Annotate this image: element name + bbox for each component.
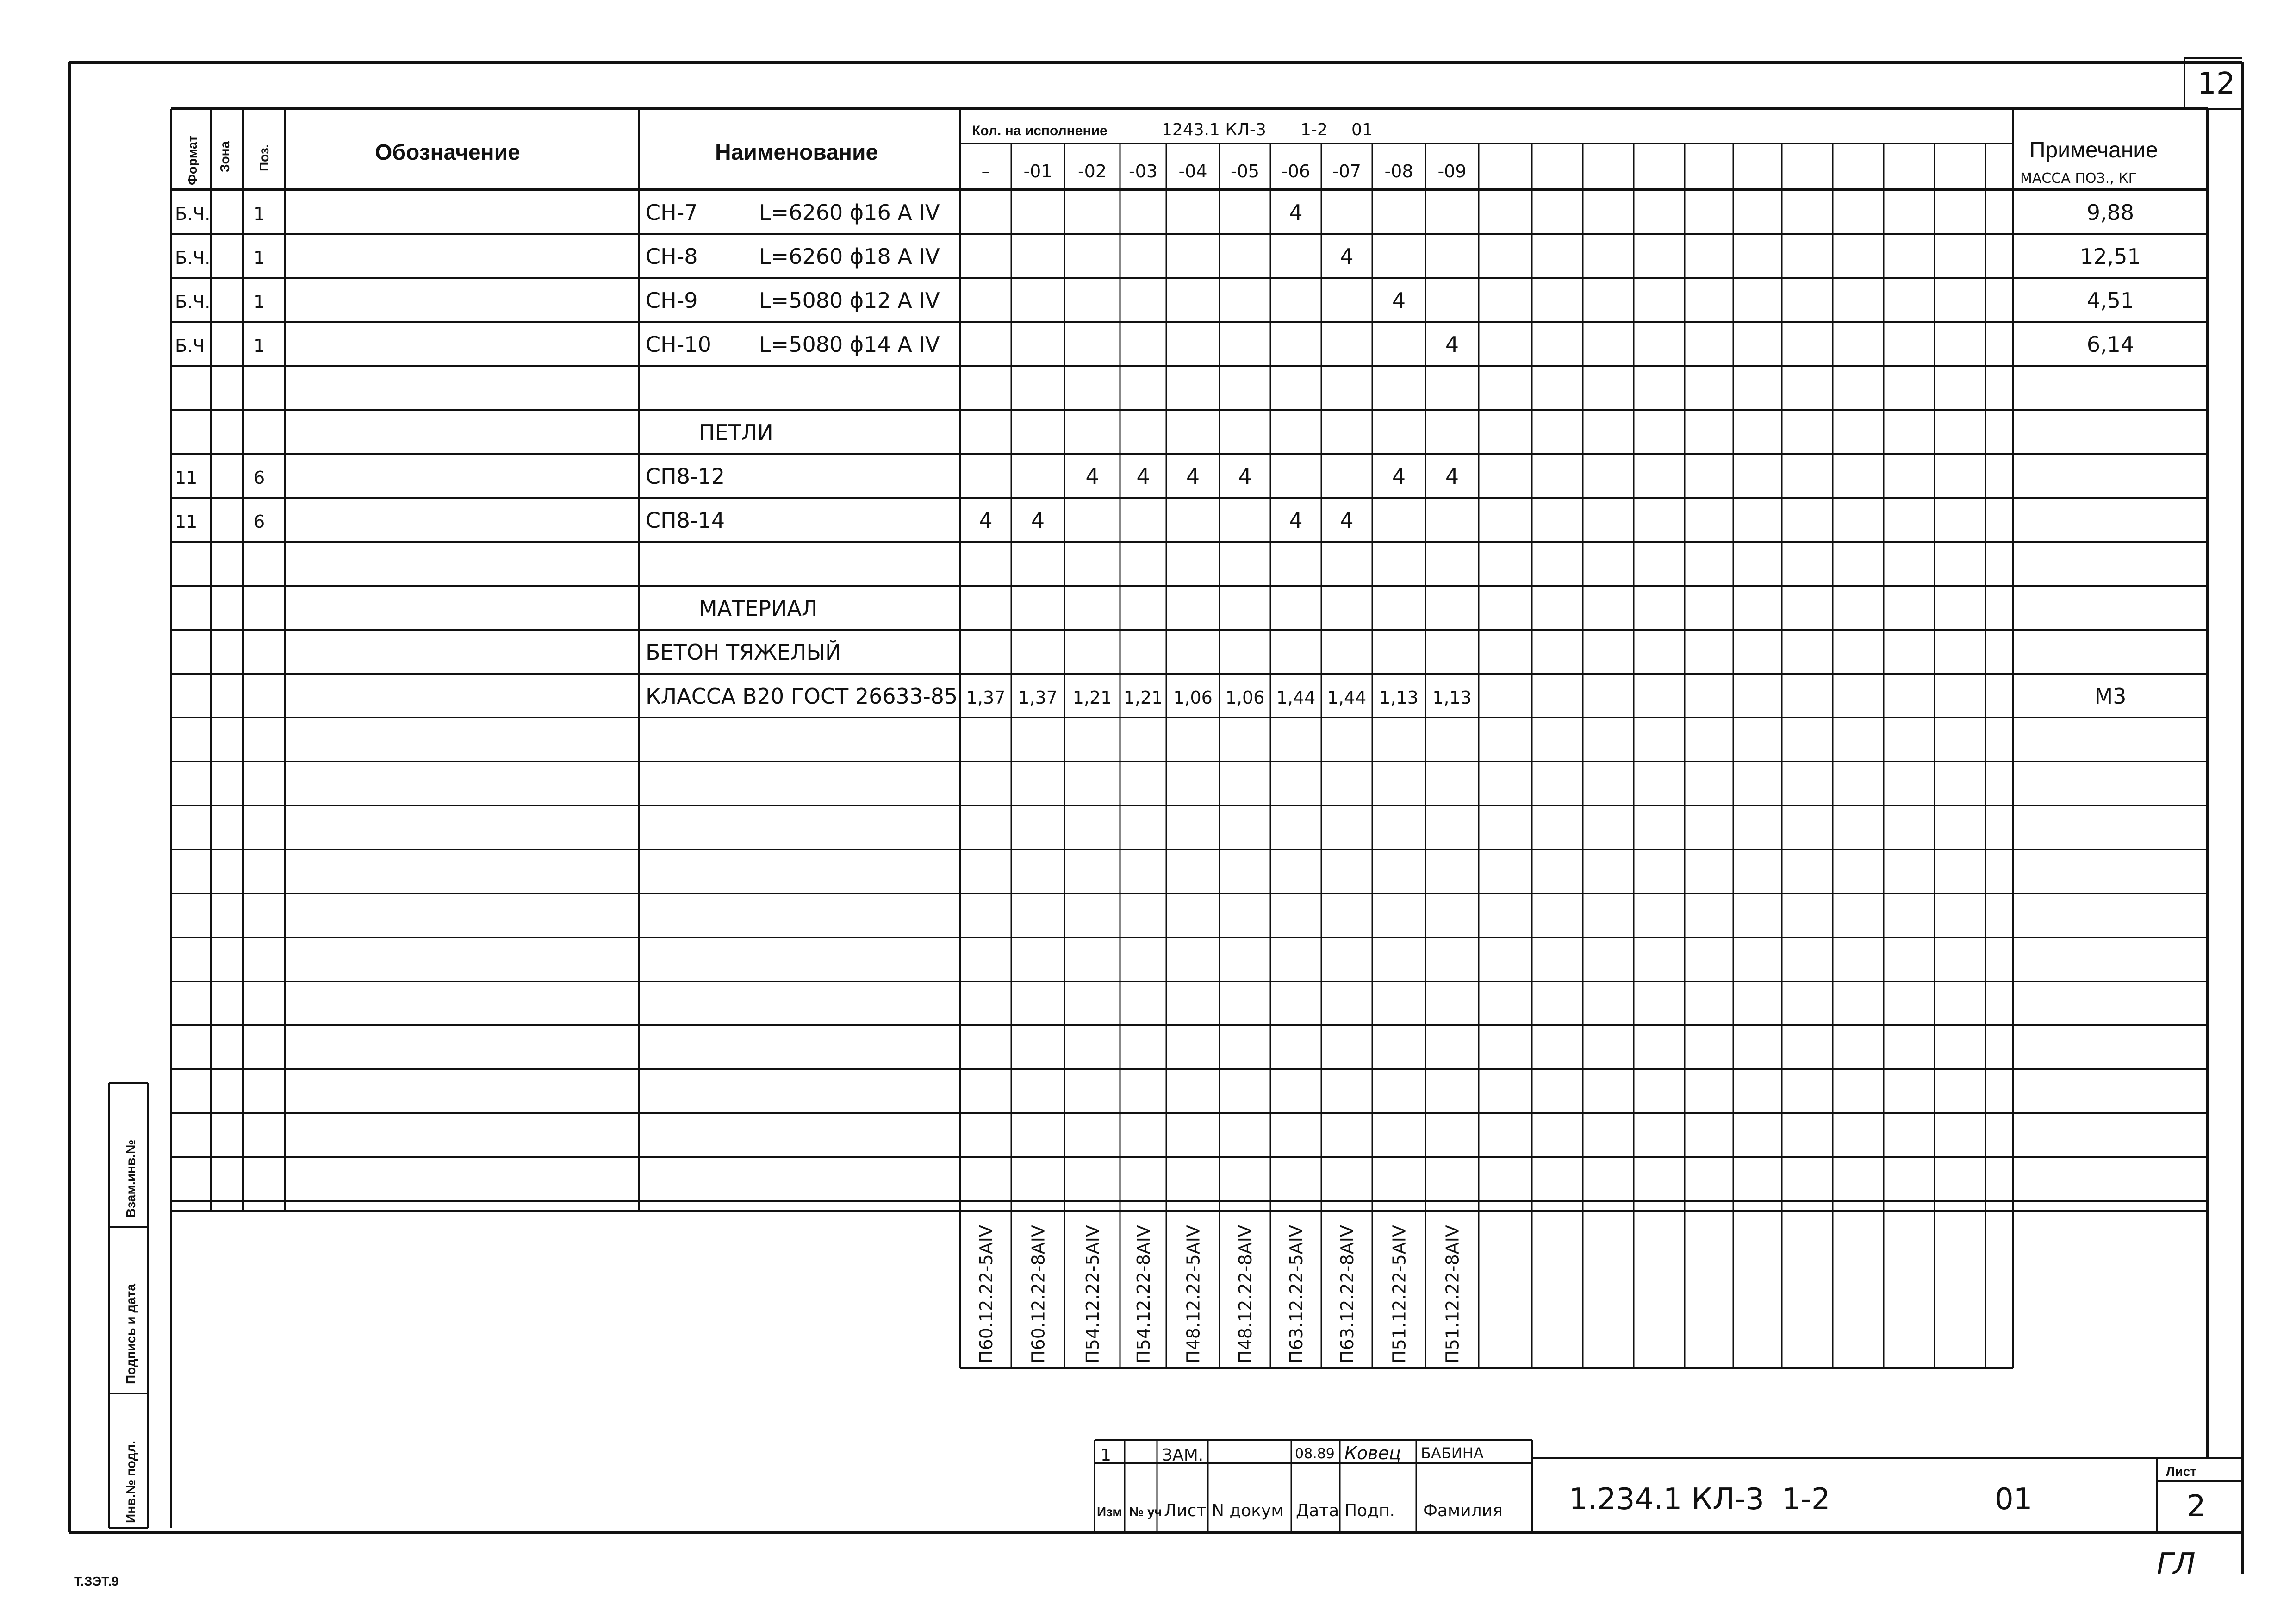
variant-header: -01	[1023, 161, 1052, 181]
label-name: Фамилия	[1423, 1501, 1503, 1520]
label-list: Лист	[1164, 1501, 1207, 1520]
header-note-sub: МАССА ПОЗ., КГ	[2020, 170, 2137, 187]
table-row	[646, 684, 2126, 709]
header-qty-doc2: 1-2	[1300, 120, 1328, 139]
table-row	[175, 244, 2141, 269]
row-note: 9,88	[2086, 200, 2134, 225]
table-row	[175, 332, 2134, 357]
row-qty: 1,37	[1018, 687, 1058, 708]
variant-header: –	[981, 161, 990, 181]
header-pos: Поз.	[257, 144, 271, 171]
rev-name: БАБИНА	[1421, 1444, 1484, 1462]
row-name: СН-9	[646, 288, 698, 313]
header-name: Наименование	[715, 140, 878, 165]
header-note: Примечание	[2029, 138, 2158, 162]
table-row	[175, 464, 1459, 489]
sheet-number: 2	[2187, 1489, 2206, 1524]
row-qty: 4	[1289, 508, 1303, 533]
row-name: БЕТОН ТЯЖЕЛЫЙ	[646, 640, 841, 665]
header-qty-doc3: 01	[1351, 120, 1373, 139]
row-name: СП8-12	[646, 464, 725, 489]
row-format: Б.Ч.	[175, 248, 211, 268]
row-qty: 1,13	[1432, 687, 1472, 708]
table-row	[175, 508, 1354, 533]
variant-header: -02	[1077, 161, 1107, 181]
variant-product-label: П51.12.22-5АIV	[1389, 1225, 1410, 1363]
row-position: 1	[254, 336, 265, 356]
row-qty: 4	[1340, 244, 1354, 269]
rev-change: 1	[1101, 1446, 1111, 1465]
header-qty-caption: Кол. на исполнение	[972, 123, 1108, 138]
table-row	[699, 420, 773, 445]
label-ndoc: N докум	[1212, 1501, 1284, 1520]
row-format: Б.Ч	[175, 336, 205, 356]
row-qty: 4	[1445, 332, 1459, 357]
row-name: СН-10	[646, 332, 711, 357]
header-format: Формат	[185, 135, 199, 185]
row-spec: L=5080 ϕ12 A IV	[759, 288, 940, 313]
variant-product-label: П54.12.22-8АIV	[1133, 1225, 1154, 1363]
variant-header: -06	[1281, 161, 1311, 181]
row-position: 1	[254, 204, 265, 224]
row-qty: 4	[979, 508, 993, 533]
variant-header: -09	[1437, 161, 1467, 181]
row-qty: 1,21	[1123, 687, 1163, 708]
row-format: Б.Ч.	[175, 204, 211, 224]
row-qty: 1,44	[1276, 687, 1316, 708]
doc-code: 1.234.1 КЛ-3	[1569, 1482, 1764, 1517]
variant-product-label: П60.12.22-8АIV	[1028, 1225, 1049, 1363]
doc-variant: 01	[1995, 1482, 2033, 1517]
row-qty: 1,06	[1225, 687, 1265, 708]
doc-part: 1-2	[1782, 1482, 1830, 1517]
row-qty: 4	[1085, 464, 1099, 489]
rev-sign: Ковец	[1344, 1443, 1401, 1463]
row-position: 6	[254, 512, 265, 532]
row-qty: 4	[1445, 464, 1459, 489]
variant-header: -07	[1332, 161, 1362, 181]
variant-product-label: П51.12.22-8АIV	[1442, 1225, 1463, 1363]
variant-header: -05	[1230, 161, 1260, 181]
variant-product-label: П48.12.22-5АIV	[1183, 1225, 1204, 1363]
title-block	[1095, 1440, 2242, 1532]
table-row	[699, 596, 818, 621]
row-format: 11	[175, 468, 198, 488]
variant-product-label: П60.12.22-5АIV	[976, 1225, 996, 1363]
table-header	[185, 120, 2158, 187]
stamp-vzam: Взам.инв.№	[124, 1139, 138, 1218]
row-spec: L=5080 ϕ14 A IV	[759, 332, 940, 357]
row-name: СН-8	[646, 244, 698, 269]
row-name: СН-7	[646, 200, 698, 225]
row-qty: 1,21	[1072, 687, 1112, 708]
table-row	[175, 288, 2134, 313]
corner-mark: ГЛ	[2157, 1547, 2196, 1581]
row-qty: 4	[1031, 508, 1045, 533]
row-qty: 4	[1186, 464, 1200, 489]
row-qty: 4	[1289, 200, 1303, 225]
header-qty-doc: 1243.1 КЛ-3	[1162, 120, 1266, 139]
row-note: 4,51	[2086, 288, 2134, 313]
row-qty: 1,13	[1379, 687, 1419, 708]
sheet-frame	[69, 58, 2242, 1574]
row-qty: 4	[1392, 288, 1406, 313]
variant-product-label: П54.12.22-5АIV	[1083, 1225, 1103, 1363]
table-row	[646, 640, 841, 665]
stamp-sign-date: Подпись и дата	[124, 1284, 138, 1384]
row-format: Б.Ч.	[175, 292, 211, 312]
row-position: 1	[254, 292, 265, 312]
row-position: 6	[254, 468, 265, 488]
header-zone: Зона	[218, 141, 232, 172]
rev-zam: ЗАМ.	[1162, 1446, 1204, 1465]
label-sign: Подп.	[1344, 1501, 1395, 1520]
row-qty: 1,06	[1173, 687, 1213, 708]
variant-headers	[982, 161, 1467, 181]
row-spec: L=6260 ϕ18 A IV	[759, 244, 940, 269]
stamp-inv-sub: Инв.№ подл.	[124, 1440, 138, 1523]
row-name: ПЕТЛИ	[699, 420, 773, 445]
row-qty: 4	[1238, 464, 1252, 489]
side-stamp	[109, 1083, 148, 1528]
row-name: МАТЕРИАЛ	[699, 596, 818, 621]
variant-header: -04	[1178, 161, 1207, 181]
row-note: М3	[2094, 684, 2127, 709]
label-nuch: № уч	[1129, 1505, 1162, 1519]
rev-date: 08.89	[1295, 1446, 1335, 1462]
row-qty: 1,44	[1327, 687, 1367, 708]
variant-product-label: П48.12.22-8АIV	[1235, 1225, 1256, 1363]
label-izm: Изм	[1097, 1505, 1122, 1519]
label-date: Дата	[1296, 1501, 1339, 1520]
table-row	[175, 200, 2134, 225]
row-qty: 4	[1340, 508, 1354, 533]
row-position: 1	[254, 248, 265, 268]
bottom-stamp: Т.ЗЭТ.9	[74, 1574, 119, 1588]
row-spec: L=6260 ϕ16 A IV	[759, 200, 940, 225]
variant-product-label: П63.12.22-5АIV	[1286, 1225, 1307, 1363]
variant-header: -08	[1384, 161, 1413, 181]
row-qty: 4	[1136, 464, 1150, 489]
row-name: КЛАССА В20 ГОСТ 26633-85	[646, 684, 958, 709]
header-designation: Обозначение	[375, 140, 520, 165]
variant-header: -03	[1128, 161, 1158, 181]
row-qty: 4	[1392, 464, 1406, 489]
row-format: 11	[175, 512, 198, 532]
row-note: 12,51	[2080, 244, 2141, 269]
row-name: СП8-14	[646, 508, 725, 533]
row-qty: 1,37	[966, 687, 1006, 708]
row-note: 6,14	[2086, 332, 2134, 357]
sheet-corner-number: 12	[2197, 67, 2235, 101]
sheet-label: Лист	[2166, 1464, 2197, 1479]
variant-product-label: П63.12.22-8АIV	[1337, 1225, 1357, 1363]
